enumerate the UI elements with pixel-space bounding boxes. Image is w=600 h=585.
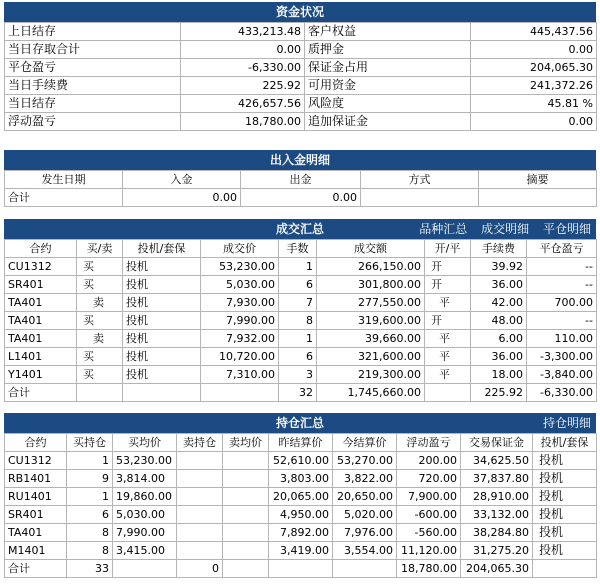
trade-cell: -3,300.00 xyxy=(527,348,597,366)
trade-cell: SR401 xyxy=(5,276,77,294)
position-cell: 投机 xyxy=(533,506,597,524)
trades-col-amount: 成交额 xyxy=(317,240,425,258)
trade-cell: -- xyxy=(527,312,597,330)
inout-col-method: 方式 xyxy=(361,171,479,189)
pos-col-buy-qty: 买持仓 xyxy=(67,434,113,452)
position-cell: 720.00 xyxy=(397,470,461,488)
trade-cell: L1401 xyxy=(5,348,77,366)
funds-label: 平仓盈亏 xyxy=(5,59,181,77)
trade-cell: 开 xyxy=(425,276,471,294)
inout-total-in: 0.00 xyxy=(123,189,241,207)
position-cell: CU1312 xyxy=(5,452,67,470)
trade-cell: 8 xyxy=(279,312,317,330)
funds-label: 风险度 xyxy=(305,95,471,113)
positions-total-pnl: 18,780.00 xyxy=(397,560,461,578)
funds-row xyxy=(5,23,597,41)
trade-cell: 6 xyxy=(279,348,317,366)
trade-cell: 277,550.00 xyxy=(317,294,425,312)
position-cell: RB1401 xyxy=(5,470,67,488)
table-row xyxy=(5,366,597,384)
position-cell: TA401 xyxy=(5,524,67,542)
link-variety-summary[interactable]: 品种汇总 xyxy=(419,222,468,236)
trades-col-pnl: 平仓盈亏 xyxy=(527,240,597,258)
trade-cell: 卖 xyxy=(77,330,123,348)
trade-cell: TA401 xyxy=(5,294,77,312)
trade-cell: 开 xyxy=(425,258,471,276)
position-cell: 投机 xyxy=(533,452,597,470)
link-position-detail[interactable]: 持仓明细 xyxy=(542,416,591,430)
trade-cell: 平 xyxy=(425,366,471,384)
trades-col-lots: 手数 xyxy=(279,240,317,258)
trade-cell: 7,310.00 xyxy=(201,366,279,384)
trade-cell: TA401 xyxy=(5,312,77,330)
trade-cell: -- xyxy=(527,258,597,276)
inout-section xyxy=(4,150,596,207)
trades-col-price: 成交价 xyxy=(201,240,279,258)
trades-header-row xyxy=(5,240,597,258)
trade-cell: 投机 xyxy=(123,258,201,276)
pos-col-settle: 今结算价 xyxy=(333,434,397,452)
trade-cell: 319,600.00 xyxy=(317,312,425,330)
trade-cell: 36.00 xyxy=(471,276,527,294)
position-cell: 4,950.00 xyxy=(269,506,333,524)
trade-cell: 买 xyxy=(77,366,123,384)
inout-header-row xyxy=(5,171,597,189)
position-cell xyxy=(223,506,269,524)
position-cell xyxy=(177,506,223,524)
funds-label: 上日结存 xyxy=(5,23,181,41)
funds-value: 18,780.00 xyxy=(181,113,305,131)
position-cell: 37,837.80 xyxy=(461,470,533,488)
position-cell xyxy=(223,452,269,470)
pos-col-prev-settle: 昨结算价 xyxy=(269,434,333,452)
funds-label: 当日手续费 xyxy=(5,77,181,95)
trade-cell: 开 xyxy=(425,312,471,330)
position-cell: 19,860.00 xyxy=(113,488,177,506)
position-cell: 3,415.00 xyxy=(113,542,177,560)
position-cell xyxy=(177,452,223,470)
pos-col-sell-avg: 卖均价 xyxy=(223,434,269,452)
inout-table xyxy=(4,170,597,207)
table-row xyxy=(5,258,597,276)
trade-cell: 7,990.00 xyxy=(201,312,279,330)
position-cell: 5,030.00 xyxy=(113,506,177,524)
funds-row xyxy=(5,59,597,77)
funds-value: 445,437.56 xyxy=(471,23,597,41)
inout-col-date: 发生日期 xyxy=(5,171,123,189)
trade-cell: -- xyxy=(527,276,597,294)
position-cell: 投机 xyxy=(533,488,597,506)
trades-col-fee: 手续费 xyxy=(471,240,527,258)
inout-total-out: 0.00 xyxy=(241,189,361,207)
trade-cell: CU1312 xyxy=(5,258,77,276)
funds-row xyxy=(5,95,597,113)
position-cell: 投机 xyxy=(533,524,597,542)
trades-col-contract: 合约 xyxy=(5,240,77,258)
table-row xyxy=(5,348,597,366)
trade-cell: -3,840.00 xyxy=(527,366,597,384)
funds-value: 0.00 xyxy=(471,41,597,59)
position-cell: 9 xyxy=(67,470,113,488)
table-row xyxy=(5,524,597,542)
position-cell xyxy=(177,470,223,488)
funds-label: 可用资金 xyxy=(305,77,471,95)
trade-cell: 买 xyxy=(77,348,123,366)
trade-cell: Y1401 xyxy=(5,366,77,384)
positions-total-margin: 204,065.30 xyxy=(461,560,533,578)
trade-cell: 7,930.00 xyxy=(201,294,279,312)
position-cell: 53,270.00 xyxy=(333,452,397,470)
trade-cell: 买 xyxy=(77,276,123,294)
trade-cell: 700.00 xyxy=(527,294,597,312)
position-cell: 3,803.00 xyxy=(269,470,333,488)
funds-section xyxy=(4,2,596,131)
funds-label: 质押金 xyxy=(305,41,471,59)
position-cell: 53,230.00 xyxy=(113,452,177,470)
position-cell: M1401 xyxy=(5,542,67,560)
position-cell: 200.00 xyxy=(397,452,461,470)
trade-cell: 301,800.00 xyxy=(317,276,425,294)
funds-title: 资金状况 xyxy=(4,2,596,22)
funds-value: 204,065.30 xyxy=(471,59,597,77)
funds-row xyxy=(5,41,597,59)
table-row xyxy=(5,330,597,348)
position-cell: 投机 xyxy=(533,542,597,560)
funds-value: 0.00 xyxy=(471,113,597,131)
trade-cell: 42.00 xyxy=(471,294,527,312)
positions-section xyxy=(4,413,596,578)
positions-header-row xyxy=(5,434,597,452)
trade-cell: 321,600.00 xyxy=(317,348,425,366)
position-cell: 1 xyxy=(67,452,113,470)
pos-col-type: 投机/套保 xyxy=(533,434,597,452)
trades-section xyxy=(4,219,596,402)
trade-cell: 6 xyxy=(279,276,317,294)
position-cell: RU1401 xyxy=(5,488,67,506)
position-cell: 投机 xyxy=(533,470,597,488)
trade-cell: 投机 xyxy=(123,276,201,294)
trades-total-lots: 32 xyxy=(279,384,317,402)
position-cell: SR401 xyxy=(5,506,67,524)
table-row xyxy=(5,276,597,294)
funds-row xyxy=(5,113,597,131)
position-cell: 7,976.00 xyxy=(333,524,397,542)
position-cell: 8 xyxy=(67,524,113,542)
trades-table xyxy=(4,239,597,402)
trade-cell: 买 xyxy=(77,258,123,276)
funds-label: 浮动盈亏 xyxy=(5,113,181,131)
position-cell: 3,814.00 xyxy=(113,470,177,488)
positions-title: 持仓汇总 xyxy=(275,416,324,430)
position-cell: 3,419.00 xyxy=(269,542,333,560)
table-row xyxy=(5,294,597,312)
trade-cell: 平 xyxy=(425,294,471,312)
positions-total-row xyxy=(5,560,597,578)
funds-label: 当日存取合计 xyxy=(5,41,181,59)
funds-label: 当日结存 xyxy=(5,95,181,113)
trades-total-fee: 225.92 xyxy=(471,384,527,402)
inout-title: 出入金明细 xyxy=(4,150,596,170)
trade-cell: TA401 xyxy=(5,330,77,348)
pos-col-margin: 交易保证金 xyxy=(461,434,533,452)
position-cell: 6 xyxy=(67,506,113,524)
position-cell: 8 xyxy=(67,542,113,560)
position-cell: 11,120.00 xyxy=(397,542,461,560)
position-cell xyxy=(223,542,269,560)
position-cell xyxy=(177,488,223,506)
inout-total-label: 合计 xyxy=(5,189,123,207)
trade-cell: 110.00 xyxy=(527,330,597,348)
trade-cell: 1 xyxy=(279,330,317,348)
funds-value: 433,213.48 xyxy=(181,23,305,41)
trade-cell: 36.00 xyxy=(471,348,527,366)
trade-cell: 投机 xyxy=(123,330,201,348)
trade-cell: 39,660.00 xyxy=(317,330,425,348)
table-row xyxy=(5,542,597,560)
position-cell: -600.00 xyxy=(397,506,461,524)
trade-cell: 平 xyxy=(425,348,471,366)
position-cell xyxy=(223,524,269,542)
position-cell: 28,910.00 xyxy=(461,488,533,506)
trade-cell: 219,300.00 xyxy=(317,366,425,384)
trades-col-type: 投机/套保 xyxy=(123,240,201,258)
trade-cell: 投机 xyxy=(123,294,201,312)
inout-col-note: 摘要 xyxy=(479,171,597,189)
trade-cell: 10,720.00 xyxy=(201,348,279,366)
table-row xyxy=(5,488,597,506)
inout-col-out: 出金 xyxy=(241,171,361,189)
trade-cell: 7 xyxy=(279,294,317,312)
table-row xyxy=(5,452,597,470)
inout-col-in: 入金 xyxy=(123,171,241,189)
position-cell: 34,625.50 xyxy=(461,452,533,470)
position-cell xyxy=(177,542,223,560)
funds-label: 客户权益 xyxy=(305,23,471,41)
table-row xyxy=(5,312,597,330)
funds-table xyxy=(4,22,597,131)
position-cell: 31,275.20 xyxy=(461,542,533,560)
trades-col-openclose: 开/平 xyxy=(425,240,471,258)
position-cell: 1 xyxy=(67,488,113,506)
funds-value: 225.92 xyxy=(181,77,305,95)
position-cell: 52,610.00 xyxy=(269,452,333,470)
trade-cell: 48.00 xyxy=(471,312,527,330)
pos-col-float-pnl: 浮动盈亏 xyxy=(397,434,461,452)
funds-value: 0.00 xyxy=(181,41,305,59)
link-close-detail[interactable]: 平仓明细 xyxy=(542,222,591,236)
funds-label: 追加保证金 xyxy=(305,113,471,131)
trade-cell: 3 xyxy=(279,366,317,384)
trade-cell: 6.00 xyxy=(471,330,527,348)
funds-value: 241,372.26 xyxy=(471,77,597,95)
trade-cell: 投机 xyxy=(123,312,201,330)
trade-cell: 7,932.00 xyxy=(201,330,279,348)
position-cell: 7,892.00 xyxy=(269,524,333,542)
trades-title: 成交汇总 xyxy=(275,222,324,236)
position-cell: 3,822.00 xyxy=(333,470,397,488)
trade-cell: 53,230.00 xyxy=(201,258,279,276)
position-cell: 3,554.00 xyxy=(333,542,397,560)
trade-cell: 5,030.00 xyxy=(201,276,279,294)
positions-total-buy: 33 xyxy=(67,560,113,578)
trade-cell: 39.92 xyxy=(471,258,527,276)
trade-cell: 卖 xyxy=(77,294,123,312)
inout-total-row xyxy=(5,189,597,207)
funds-value: 45.81 % xyxy=(471,95,597,113)
trades-total-pnl: -6,330.00 xyxy=(527,384,597,402)
link-trade-detail[interactable]: 成交明细 xyxy=(481,222,530,236)
trade-cell: 投机 xyxy=(123,366,201,384)
positions-table xyxy=(4,433,597,578)
position-cell: -560.00 xyxy=(397,524,461,542)
trade-cell: 266,150.00 xyxy=(317,258,425,276)
positions-total-label: 合计 xyxy=(5,560,67,578)
positions-total-sell: 0 xyxy=(177,560,223,578)
funds-label: 保证金占用 xyxy=(305,59,471,77)
funds-value: -6,330.00 xyxy=(181,59,305,77)
position-cell: 5,020.00 xyxy=(333,506,397,524)
pos-col-sell-qty: 卖持仓 xyxy=(177,434,223,452)
position-cell: 7,900.00 xyxy=(397,488,461,506)
trade-cell: 18.00 xyxy=(471,366,527,384)
position-cell: 38,284.80 xyxy=(461,524,533,542)
trades-total-row xyxy=(5,384,597,402)
table-row xyxy=(5,470,597,488)
position-cell: 7,990.00 xyxy=(113,524,177,542)
trades-total-amount: 1,745,660.00 xyxy=(317,384,425,402)
position-cell: 20,650.00 xyxy=(333,488,397,506)
pos-col-buy-avg: 买均价 xyxy=(113,434,177,452)
position-cell xyxy=(177,524,223,542)
trades-col-side: 买/卖 xyxy=(77,240,123,258)
trade-cell: 平 xyxy=(425,330,471,348)
trade-cell: 买 xyxy=(77,312,123,330)
position-cell: 33,132.00 xyxy=(461,506,533,524)
trades-total-label: 合计 xyxy=(5,384,77,402)
funds-value: 426,657.56 xyxy=(181,95,305,113)
trade-cell: 1 xyxy=(279,258,317,276)
pos-col-contract: 合约 xyxy=(5,434,67,452)
position-cell xyxy=(223,470,269,488)
position-cell xyxy=(223,488,269,506)
trade-cell: 投机 xyxy=(123,348,201,366)
position-cell: 20,065.00 xyxy=(269,488,333,506)
funds-row xyxy=(5,77,597,95)
table-row xyxy=(5,506,597,524)
